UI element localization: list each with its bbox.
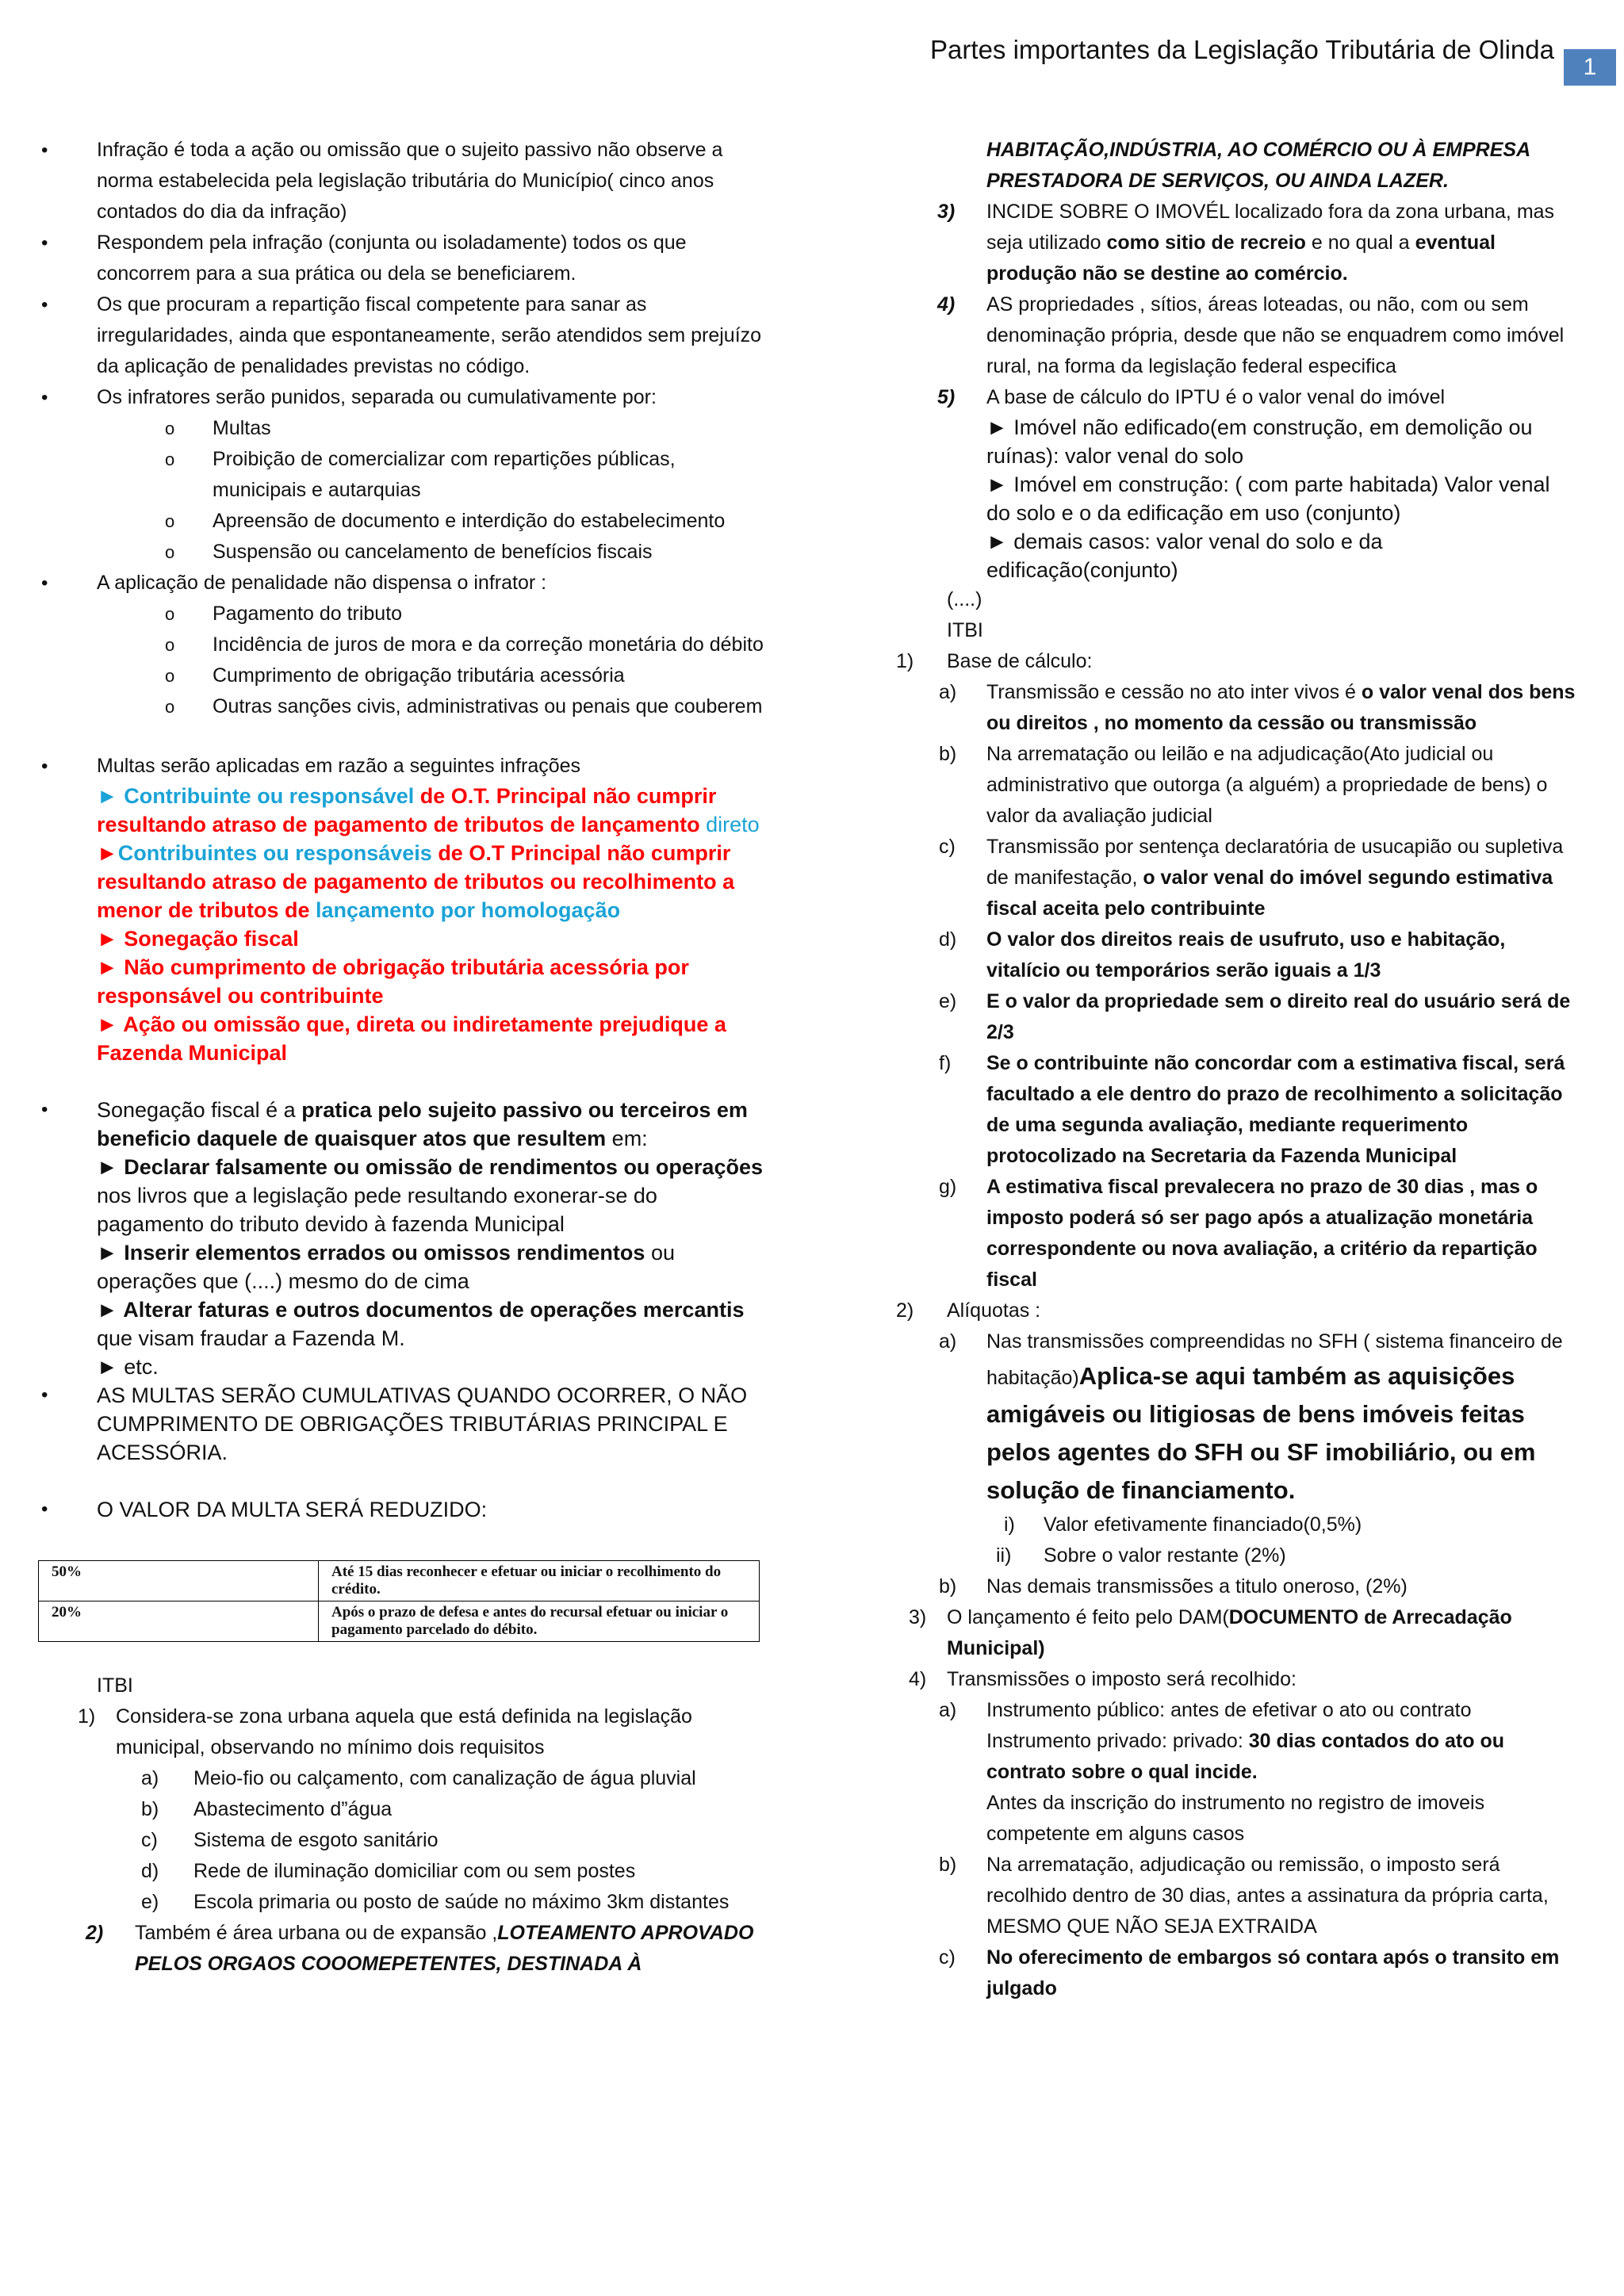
item-2: 2) Também é área urbana ou de expansão ,LOTEAMENTO APROVADO PELOS ORGAOS COOOMEPETENTES, DESTINADA À	[86, 1922, 754, 1975]
list-item: b) Abastecimento d”água	[141, 1798, 393, 1820]
right-column	[896, 135, 1578, 2004]
sonegacao-alterar: ► Alterar faturas e outros documentos de operações mercantis que visam fraudar a Fazenda M.	[97, 1298, 745, 1350]
item-2-continued: HABITAÇÃO,INDÚSTRIA, AO COMÉRCIO OU À EMPRESA PRESTADORA DE SERVIÇOS, OU AINDA LAZER.	[986, 139, 1530, 192]
aliquota-a: a) Nas transmissões compreendidas no SFH ( sistema financeiro de habitação)Aplica-se aqui também as aquisições amigáveis ou litigiosas de bens imóveis feitas pelos agentes do SFH ou SF imobiliário, ou em solução de financiamento.	[939, 1330, 1563, 1504]
list-item: e) Escola primaria ou posto de saúde no máximo 3km distantes	[141, 1891, 730, 1913]
list-item: e) E o valor da propriedade sem o direito real do usuário será de 2/3	[939, 990, 1571, 1043]
list-item: ► Imóvel não edificado(em construção, em demolição ou ruínas): valor venal do solo	[986, 415, 1533, 468]
transmissoes: 4) Transmissões o imposto será recolhido:	[909, 1668, 1297, 1690]
table-row	[39, 1561, 760, 1601]
itbi-heading-left: ITBI	[97, 1674, 133, 1697]
list-item: f) Se o contribuinte não concordar com a estimativa fiscal, será facultado a ele dentro do prazo de recolhimento a solicitação de uma segunda avaliação, mediante requerimento protocolizado na Secretaria da Fazenda Municipal	[939, 1052, 1565, 1167]
sonegacao-etc: ► etc.	[97, 1355, 159, 1379]
item-4: 4) AS propriedades , sítios, áreas loteadas, ou não, com ou sem denominação própria, desde que não se enquadrem como imóvel rural, na forma da legislação federal especifica	[937, 293, 1565, 377]
list-item: ► demais casos: valor venal do solo e da edificação(conjunto)	[986, 530, 1383, 582]
page-number-badge: 1	[1564, 49, 1616, 86]
bullet-dispensa: • A aplicação de penalidade não dispensa o infrator :	[38, 568, 768, 599]
table-row	[39, 1601, 760, 1642]
list-item: i) Valor efetivamente financiado(0,5%)	[1004, 1513, 1362, 1536]
list-item: ii) Sobre o valor restante (2%)	[996, 1544, 1286, 1567]
aliquota-b: b) Nas demais transmissões a titulo oneroso, (2%)	[939, 1575, 1408, 1598]
bullet-infracao: • Infração é toda a ação ou omissão que o sujeito passivo não observe a norma estabelecida pela legislação tributária do Município( cinco anos contados do dia da infração)	[38, 135, 768, 228]
list-item: o Apreensão de documento e interdição do estabelecimento	[38, 506, 768, 537]
bullet-reduzido: • O VALOR DA MULTA SERÁ REDUZIDO:	[38, 1495, 768, 1524]
left-column	[38, 135, 768, 1980]
list-item: o Suspensão ou cancelamento de benefícios fiscais	[38, 537, 768, 568]
multas-block	[97, 782, 768, 1067]
multas-label: • Multas serão aplicadas em razão a seguintes infrações	[97, 755, 581, 777]
lancamento: 3) O lançamento é feito pelo DAM(DOCUMENTO de Arrecadação Municipal)	[909, 1606, 1512, 1659]
sonegacao-def: • Sonegação fiscal é a pratica pelo sujeito passivo ou terceiros em beneficio daquele de quaisquer atos que resultem em:	[97, 1098, 748, 1150]
list-item: a) Meio-fio ou calçamento, com canalização de água pluvial	[141, 1767, 696, 1789]
list-item: o Proibição de comercializar com repartições públicas, municipais e autarquias	[38, 444, 768, 506]
bullet-punidos: • Os infratores serão punidos, separada ou cumulativamente por:	[38, 382, 768, 413]
bullet-multas	[38, 751, 768, 1067]
page-title: Partes importantes da Legislação Tributária de Olinda	[930, 35, 1554, 64]
reduction-table	[38, 1560, 760, 1642]
sonegacao-declarar: ► Declarar falsamente ou omissão de rendimentos ou operações nos livros que a legislação pede resultando exonerar-se do pagamento do tributo devido à fazenda Municipal	[97, 1155, 763, 1236]
list-item: ► Imóvel em construção: ( com parte habitada) Valor venal do solo e o da edificação em uso (conjunto)	[986, 473, 1550, 525]
sonegacao-inserir: ► Inserir elementos errados ou omissos rendimentos ou operações que (....) mesmo do de cima	[97, 1241, 675, 1293]
multa-4: ► Não cumprimento de obrigação tributária acessória por responsável ou contribuinte	[97, 955, 689, 1008]
ellipsis: (....)	[947, 588, 982, 610]
list-item: o Incidência de juros de mora e da correção monetária do débito	[38, 629, 768, 660]
bullet-cumulativas: • AS MULTAS SERÃO CUMULATIVAS QUANDO OCORRER, O NÃO CUMPRIMENTO DE OBRIGAÇÕES TRIBUTÁRIAS PRINCIPAL E ACESSÓRIA.	[38, 1381, 768, 1467]
list-item: b) Na arrematação ou leilão e na adjudicação(Ato judicial ou administrativo que outorga (a alguém) a propriedade de bens) o valor da avaliação judicial	[939, 743, 1548, 827]
bullet-respondem: • Respondem pela infração (conjunta ou isoladamente) todos os que concorrem para a sua prática ou dela se beneficiarem.	[38, 228, 768, 289]
bullet-sonegacao	[38, 1096, 768, 1381]
zona-item: 1) Considera-se zona urbana aquela que está definida na legislação municipal, observando no mínimo dois requisitos	[78, 1705, 692, 1758]
multa-2: ►Contribuintes ou responsáveis de O.T Principal não cumprir resultando atraso de pagamento de tributos ou recolhimento a menor de tributos de lançamento por homologação	[97, 841, 735, 922]
multa-1: ► Contribuinte ou responsável de O.T. Principal não cumprir resultando atraso de pagamento de tributos de lançamento direto	[97, 784, 760, 836]
multa-3: ► Sonegação fiscal	[97, 927, 299, 951]
list-item: o Pagamento do tributo	[38, 599, 768, 629]
item-5: 5) A base de cálculo do IPTU é o valor venal do imóvel ► Imóvel não edificado(em construção, em demolição ou ruínas): valor venal do solo ► Imóvel em construção: ( com parte habitada) Valor venal do solo e o da edificação em uso (conjunto) ► demais casos: valor venal do solo e da edificação(conjunto)	[896, 382, 1578, 584]
item-3: 3) INCIDE SOBRE O IMOVÉL localizado fora da zona urbana, mas seja utilizado como sitio de recreio e no qual a eventual produção não se destine ao comércio.	[937, 201, 1555, 285]
base-calculo: 1) Base de cálculo:	[896, 650, 1093, 672]
transmissao-a: a) Instrumento público: antes de efetivar o ato ou contrato Instrumento privado: privado: 30 dias contados do ato ou contrato sobre o qual incide. Antes da inscrição do instrumento no registro de imoveis competente em alguns casos	[939, 1699, 1504, 1845]
table-cell: Até 15 dias reconhecer e efetuar ou iniciar o recolhimento do crédito.	[319, 1561, 760, 1601]
multa-5: ► Ação ou omissão que, direta ou indiretamente prejudique a Fazenda Municipal	[97, 1012, 726, 1065]
list-item: c) Sistema de esgoto sanitário	[141, 1829, 439, 1851]
table-cell: Após o prazo de defesa e antes do recursal efetuar ou iniciar o pagamento parcelado do débito.	[319, 1601, 760, 1642]
list-item: o Outras sanções civis, administrativas ou penais que couberem	[38, 691, 768, 722]
transmissao-c: c) No oferecimento de embargos só contara após o transito em julgado	[939, 1946, 1560, 1999]
list-item: c) Transmissão por sentença declaratória de usucapião ou supletiva de manifestação, o valor venal do imóvel segundo estimativa fiscal aceita pelo contribuinte	[939, 836, 1564, 920]
iptu-base-list	[986, 413, 1578, 584]
list-item: a) Transmissão e cessão no ato inter vivos é o valor venal dos bens ou direitos , no momento da cessão ou transmissão	[939, 681, 1576, 734]
bullet-reparticao: • Os que procuram a repartição fiscal competente para sanar as irregularidades, ainda que espontaneamente, serão atendidos sem prejuízo da aplicação de penalidades previstas no código.	[38, 289, 768, 382]
table-cell: 50%	[39, 1561, 319, 1601]
list-item: o Multas	[38, 413, 768, 444]
table-cell: 20%	[39, 1601, 319, 1642]
list-item: d) Rede de iluminação domiciliar com ou sem postes	[141, 1860, 636, 1882]
list-item: g) A estimativa fiscal prevalecera no prazo de 30 dias , mas o imposto poderá só ser pago após a atualização monetária correspondente ou nova avaliação, a critério da repartição fiscal	[939, 1176, 1538, 1291]
aliquotas: 2) Alíquotas :	[896, 1299, 1041, 1322]
transmissao-b: b) Na arrematação, adjudicação ou remissão, o imposto será recolhido dentro de 30 dias, antes a assinatura da própria carta, MESMO QUE NÃO SEJA EXTRAIDA	[939, 1854, 1549, 1938]
list-item: d) O valor dos direitos reais de usufruto, uso e habitação, vitalício ou temporários serão iguais a 1/3	[939, 928, 1506, 982]
itbi-heading-right: ITBI	[947, 619, 983, 641]
list-item: o Cumprimento de obrigação tributária acessória	[38, 660, 768, 691]
